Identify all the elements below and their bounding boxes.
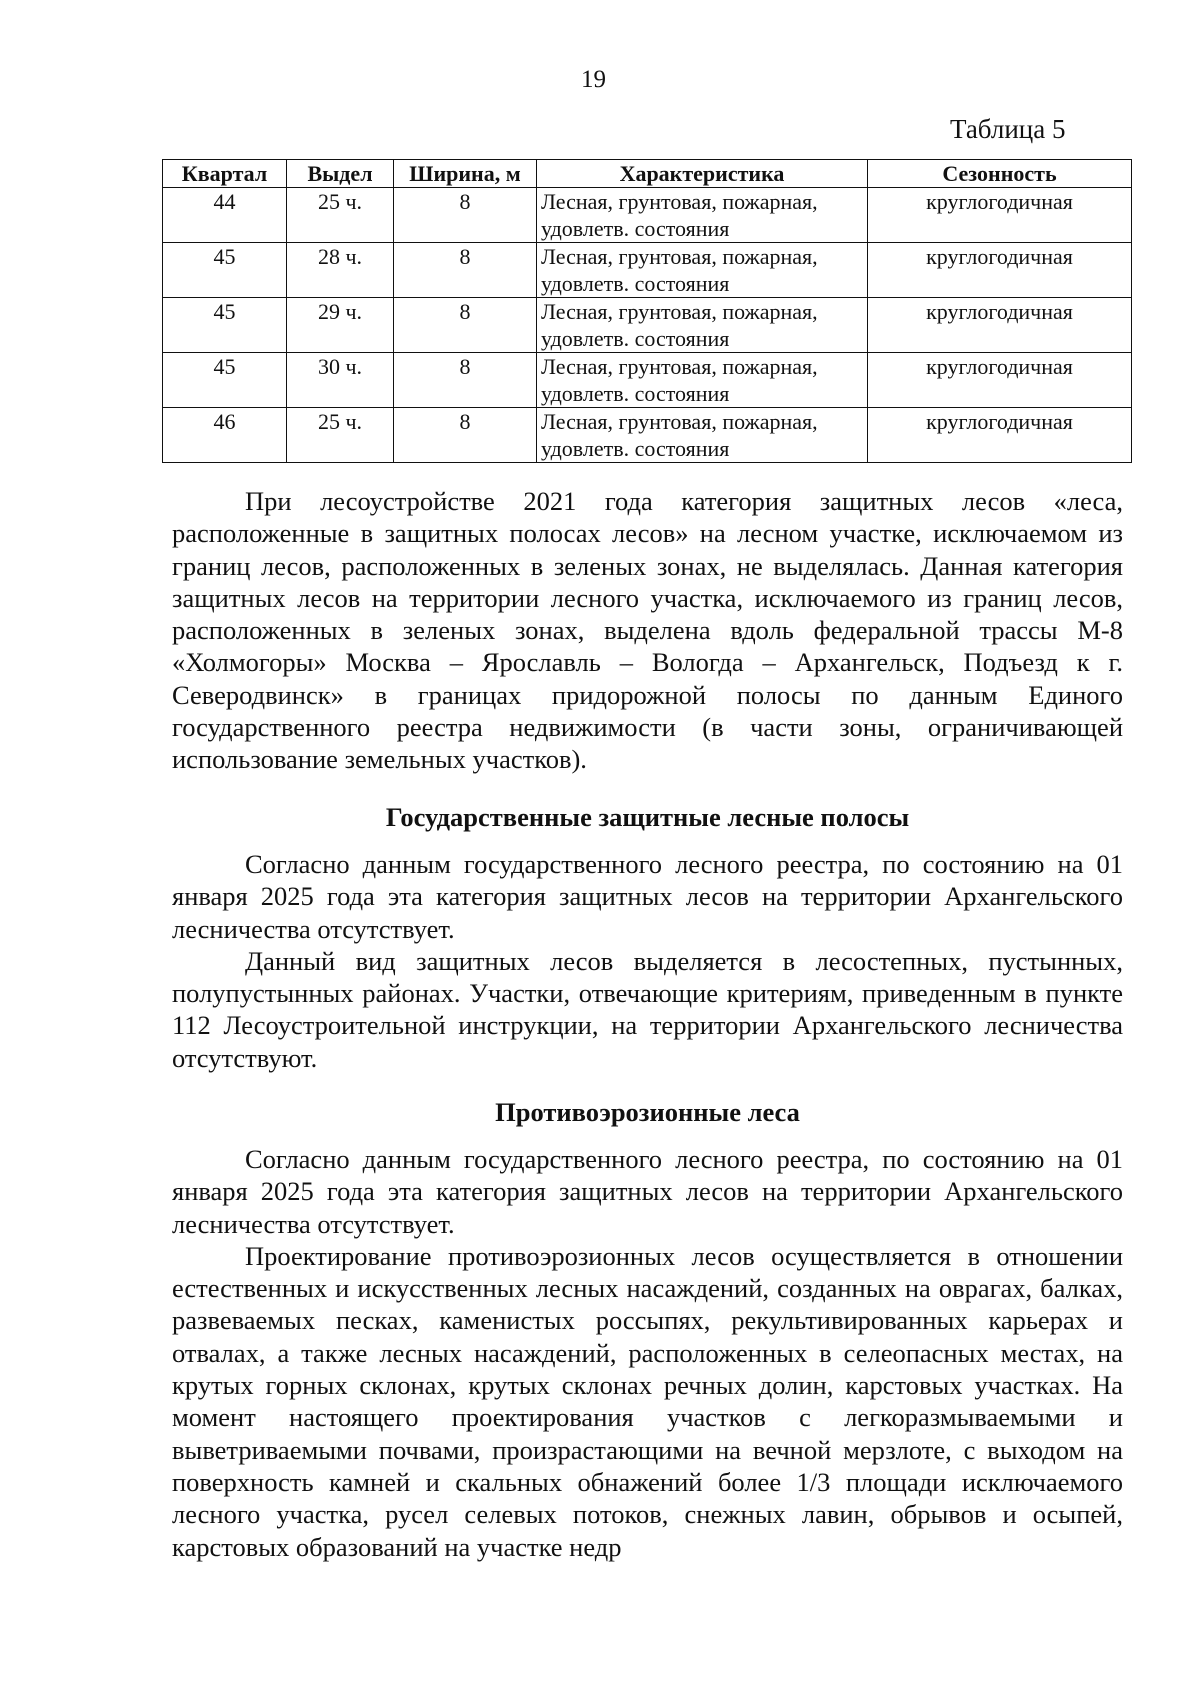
cell-season: круглогодичная	[868, 408, 1132, 463]
cell-vydel: 28 ч.	[287, 243, 394, 298]
paragraph: Проектирование противоэрозионных лесов осуществляется в отношении естественных и искусственных лесных насаждений, созданных на оврагах, балках, развеваемых песках, каменистых россыпях, рекультивированных карьерах и отвалах, а также лесных насаждений, расположенных в селеопасных местах, на крутых горных склонах, крутых склонах речных долин, карстовых участках. На момент настоящего проектирования участков с легкоразмываемыми и выветриваемыми почвами, произрастающими на вечной мерзлоте, с выходом на поверхность камней и скальных обнажений более 1/3 площади исключаемого лесного участка, русел селевых потоков, снежных лавин, обрывов и осыпей, карстовых образований на участке недр	[172, 1240, 1123, 1562]
cell-kvartal: 45	[163, 243, 287, 298]
cell-season: круглогодичная	[868, 298, 1132, 353]
table-row	[163, 298, 1132, 353]
cell-width: 8	[394, 353, 537, 408]
table-row	[163, 188, 1132, 243]
cell-kvartal: 45	[163, 353, 287, 408]
cell-vydel: 30 ч.	[287, 353, 394, 408]
cell-width: 8	[394, 298, 537, 353]
table-caption: Таблица 5	[950, 114, 1066, 144]
cell-characteristic: Лесная, грунтовая, пожарная, удовлетв. состояния	[537, 298, 868, 353]
cell-characteristic: Лесная, грунтовая, пожарная, удовлетв. состояния	[537, 353, 868, 408]
table-row	[163, 353, 1132, 408]
table-row	[163, 243, 1132, 298]
section-heading-anti-erosion: Противоэрозионные леса	[495, 1097, 800, 1127]
cell-width: 8	[394, 188, 537, 243]
header-vydel: Выдел	[287, 160, 394, 188]
cell-season: круглогодичная	[868, 353, 1132, 408]
section-heading-shelterbelts: Государственные защитные лесные полосы	[385, 802, 910, 832]
table-row	[163, 408, 1132, 463]
cell-characteristic: Лесная, грунтовая, пожарная, удовлетв. состояния	[537, 243, 868, 298]
header-characteristic: Характеристика	[537, 160, 868, 188]
paragraph: Данный вид защитных лесов выделяется в лесостепных, пустынных, полупустынных районах. Участки, отвечающие критериям, приведенным в пункте 112 Лесоустроительной инструкции, на территории Архангельского лесничества отсутствуют.	[172, 945, 1123, 1073]
cell-vydel: 29 ч.	[287, 298, 394, 353]
cell-vydel: 25 ч.	[287, 188, 394, 243]
intro-paragraph: При лесоустройстве 2021 года категория защитных лесов «леса, расположенные в защитных полосах лесов» на лесном участке, исключаемом из границ лесов, расположенных в зеленых зонах, не выделялась. Данная категория защитных лесов на территории лесного участка, исключаемого из границ лесов, расположенных в зеленых зонах, выделена вдоль федеральной трассы М-8 «Холмогоры» Москва – Ярославль – Вологда – Архангельск, Подъезд к г. Северодвинск» в границах придорожной полосы по данным Единого государственного реестра недвижимости (в части зоны, ограничивающей использование земельных участков).	[172, 486, 1123, 775]
paragraph: Согласно данным государственного лесного реестра, по состоянию на 01 января 2025 года эта категория защитных лесов на территории Архангельского лесничества отсутствует.	[172, 1144, 1123, 1239]
cell-kvartal: 46	[163, 408, 287, 463]
header-season: Сезонность	[868, 160, 1132, 188]
section-anti-erosion-text	[172, 1143, 1123, 1563]
cell-characteristic: Лесная, грунтовая, пожарная, удовлетв. состояния	[537, 408, 868, 463]
roads-table	[162, 159, 1132, 463]
cell-width: 8	[394, 243, 537, 298]
page-number: 19	[581, 66, 606, 93]
header-kvartal: Квартал	[163, 160, 287, 188]
paragraph: Согласно данным государственного лесного реестра, по состоянию на 01 января 2025 года эта категория защитных лесов на территории Архангельского лесничества отсутствует.	[172, 849, 1123, 944]
cell-width: 8	[394, 408, 537, 463]
cell-kvartal: 44	[163, 188, 287, 243]
section-shelterbelts-text	[172, 848, 1123, 1074]
header-width: Ширина, м	[394, 160, 537, 188]
cell-kvartal: 45	[163, 298, 287, 353]
cell-season: круглогодичная	[868, 188, 1132, 243]
intro-text	[172, 485, 1123, 776]
cell-season: круглогодичная	[868, 243, 1132, 298]
cell-vydel: 25 ч.	[287, 408, 394, 463]
table-header-row	[163, 160, 1132, 188]
cell-characteristic: Лесная, грунтовая, пожарная, удовлетв. состояния	[537, 188, 868, 243]
